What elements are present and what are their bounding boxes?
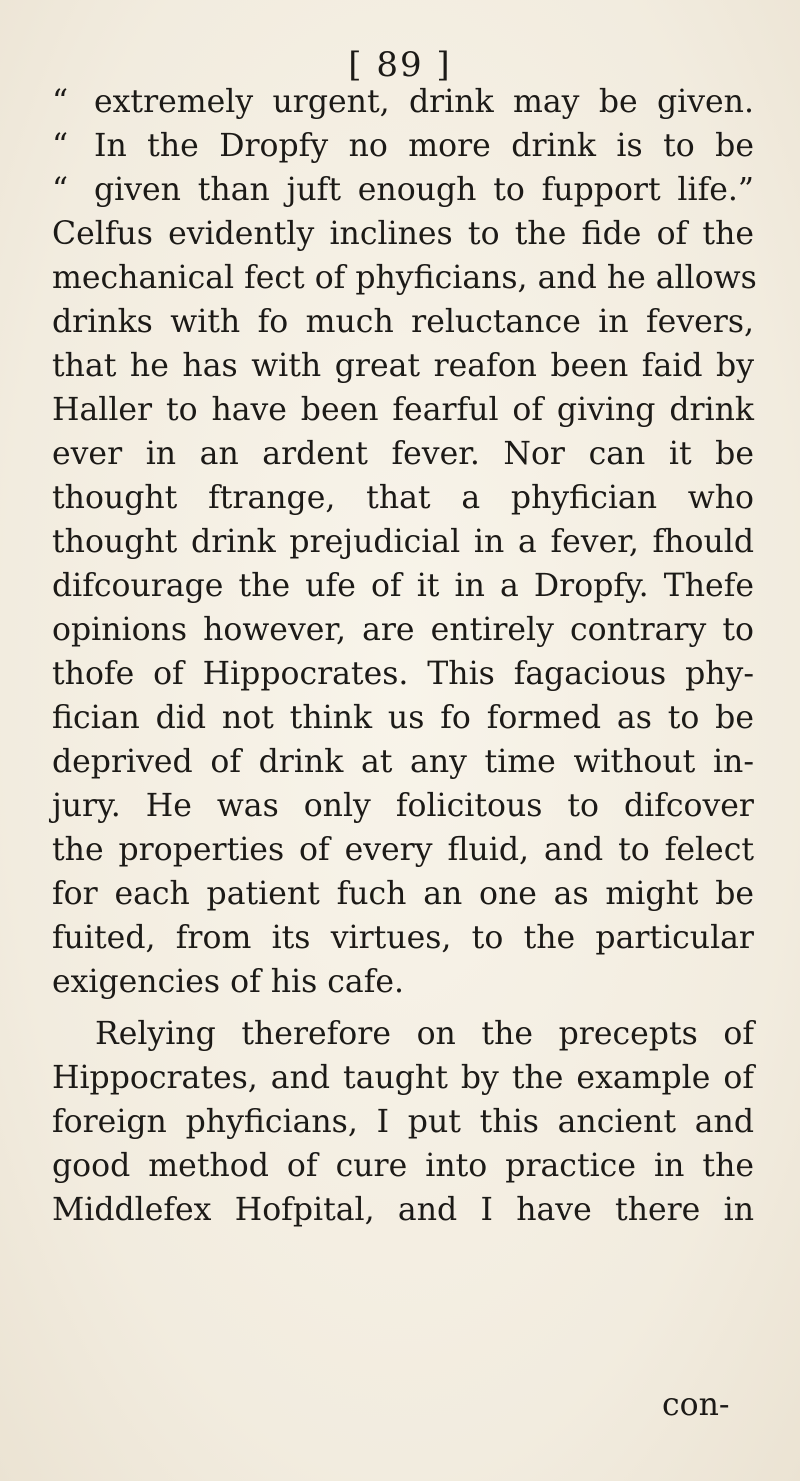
text-line: [52, 828, 754, 872]
text-line: Hippocrates, and taught by the example of: [52, 1060, 754, 1096]
quote-mark: “: [52, 128, 69, 164]
text-line: [52, 300, 754, 344]
line-text: the properties of every fluid, and to felect: [52, 832, 754, 868]
text-line: good method of cure into practice in the: [52, 1148, 754, 1184]
line-text: ever in an ardent fever. Nor can it be: [52, 436, 754, 472]
text-line: [52, 652, 754, 696]
line-text: extremely urgent, drink may be given.: [94, 84, 754, 120]
text-line: [52, 520, 754, 564]
line-text: In the Dropfy no more drink is to be: [94, 128, 754, 164]
line-text: fician did not think us fo formed as to be: [52, 700, 754, 736]
text-line: [52, 784, 754, 828]
text-line: [52, 916, 754, 960]
line-text: difcourage the ufe of it in a Dropfy. Thefe: [52, 568, 754, 604]
line-text: thofe of Hippocrates. This fagacious phy-: [52, 656, 754, 692]
text-line: [52, 344, 754, 388]
text-line: Relying therefore on the precepts of: [95, 1016, 754, 1052]
line-text: drinks with fo much reluctance in fevers,: [52, 304, 754, 340]
line-text: given than juft enough to fupport life.”: [94, 172, 754, 208]
text-line: [52, 256, 757, 300]
text-line: [52, 124, 754, 168]
line-text: Haller to have been fearful of giving drink: [52, 392, 754, 428]
text-line: [52, 432, 754, 476]
text-line: [52, 960, 754, 1004]
line-text: jury. He was only folicitous to difcover: [52, 788, 754, 824]
line-text: thought ftrange, that a phyfician who: [52, 480, 754, 516]
text-line: foreign phyficians, I put this ancient and: [52, 1104, 754, 1140]
page-number: [ 89 ]: [348, 45, 452, 85]
text-line: [52, 608, 754, 652]
line-text: mechanical fect of phyficians, and he allows: [52, 260, 757, 296]
line-text: fuited, from its virtues, to the particular: [52, 920, 754, 956]
catchword: con-: [662, 1387, 730, 1423]
text-line: Middlefex Hofpital, and I have there in: [52, 1192, 754, 1228]
text-line: [52, 696, 754, 740]
quote-mark: “: [52, 172, 69, 208]
line-text: exigencies of his cafe.: [52, 964, 405, 1000]
text-line: [52, 212, 754, 256]
line-text: opinions however, are entirely contrary to: [52, 612, 754, 648]
text-line: [52, 476, 754, 520]
line-text: deprived of drink at any time without in-: [52, 744, 754, 780]
line-text: thought drink prejudicial in a fever, fhould: [52, 524, 754, 560]
text-line: [52, 168, 754, 212]
text-line: [52, 80, 754, 124]
line-text: for each patient fuch an one as might be: [52, 876, 754, 912]
text-line: [52, 740, 754, 784]
text-line: [52, 388, 754, 432]
quote-mark: “: [52, 84, 69, 120]
text-line: [52, 564, 754, 608]
text-line: [52, 872, 754, 916]
line-text: that he has with great reafon been faid by: [52, 348, 754, 384]
line-text: Celfus evidently inclines to the fide of the: [52, 216, 754, 252]
